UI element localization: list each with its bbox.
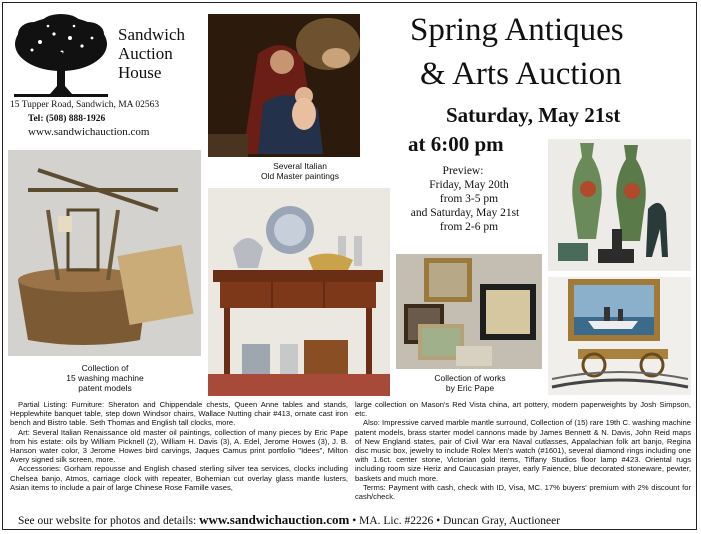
listing-column-left [10,400,348,492]
preview-line2: from 3-5 pm [439,193,499,205]
contact-tel: Tel: (508) 888-1926 [28,114,106,124]
eric-pape-works-photo [396,254,542,369]
preview-title: Preview: [442,165,484,177]
listing-column-right [355,400,691,501]
logo [10,14,200,98]
caption-washing-line2: 15 washing machine [66,373,144,383]
logo-name-line3: House [118,63,162,82]
listing-art: Art: Several Italian Renaissance old master oil paintings, collection of many pieces by Eric Pape from his estate: oils by William Picknell (2), William H. Davis (3), A. Edel, Jerome Howes (3), J. B. Hanson water color, 3 Jerome Howes bird carvings, Jaques Camus print portfolio "Idees", Milton Avery signed silk screen, more. [10,427,348,465]
logo-name-line2: Auction [118,44,173,63]
washing-machine-model-photo [8,150,201,356]
caption-paintings [240,161,360,181]
ship-painting-cannon-photo [548,277,691,395]
caption-washing [30,363,180,393]
caption-washing-line3: patent models [78,383,132,393]
caption-paintings-line1: Several Italian [273,161,327,171]
old-master-painting-photo [208,14,360,157]
headline-line1: Spring Antiques [410,12,624,48]
auction-time: at 6:00 pm [408,132,504,156]
caption-washing-line1: Collection of [81,363,129,373]
auction-date: Saturday, May 21st [446,103,621,127]
listing-furniture: Partial Listing: Furniture: Sheraton and Chippendale chests, Queen Anne tables and stands, Hepplewhite banquet table, step down Windsor chairs, Wallace Nutting chair #413, ornate cast iron bench and Bistro table. Seth Thomas and English tall clocks, more. [10,400,348,428]
logo-name-line1: Sandwich [118,25,186,44]
listing-china: large collection on Mason's Red Vista china, art pottery, modern paperweights by Josh Simpson, etc. [355,400,691,419]
caption-paintings-line2: Old Master paintings [261,171,339,181]
listing-terms: Terms: Payment with cash, check with ID, Visa, MC. 17% buyers' premium with 2% discount for cash/check. [355,482,691,502]
preview-line3: and Saturday, May 21st [410,207,520,219]
preview-block [394,164,544,234]
preview-line1: Friday, May 20th [429,179,509,191]
listing-also: Also: Impressive carved marble mantle surround, Collection of (15) rare 19th C. washing machine patent models, brass starter model cannons made by James Bennett & N. Davis, John Reid maps of New England states, pair of Civil War era Naval cutlasses, Appalachian folk art banjo, Regina disc music box, jewelry to include Rolex Men's watch (#1601), several diamond rings including one with 1.6ct. center stone, Victorian gold items, Tiffany Studios floor lamp #423. Oriental rugs including room size Heriz and Caucasian prayer, early Faience, blue decorated stoneware, pewter, baskets and much more. [355,418,691,483]
contact-website[interactable]: www.sandwichauction.com [28,126,150,138]
footer-website-link[interactable]: www.sandwichauction.com [199,512,350,527]
footer [18,513,688,528]
preview-line4: from 2-6 pm [439,221,499,233]
caption-pape-line2: by Eric Pape [445,383,495,393]
caption-pape-line1: Collection of works [434,373,506,383]
furniture-silver-photo [208,188,390,396]
footer-prefix: See our website for photos and details: [18,515,200,527]
contact-address: 15 Tupper Road, Sandwich, MA 02563 [10,100,160,110]
tree-logo-icon [10,14,112,98]
caption-pape [410,373,530,393]
headline-line2: & Arts Auction [420,56,622,92]
footer-license: • MA. Lic. #2226 • Duncan Gray, Auctioneer [349,515,561,527]
listing-accessories: Accessories: Gorham repousse and English chased sterling silver tea services, clocks including Chelsea banjo, Atmos, carriage clock with repeater, Bohemian cut overlay glass mantle lusters, Asian items to include a pair of large Chinese Rose Famille vases, [10,464,348,492]
chinese-vases-photo [548,139,691,271]
